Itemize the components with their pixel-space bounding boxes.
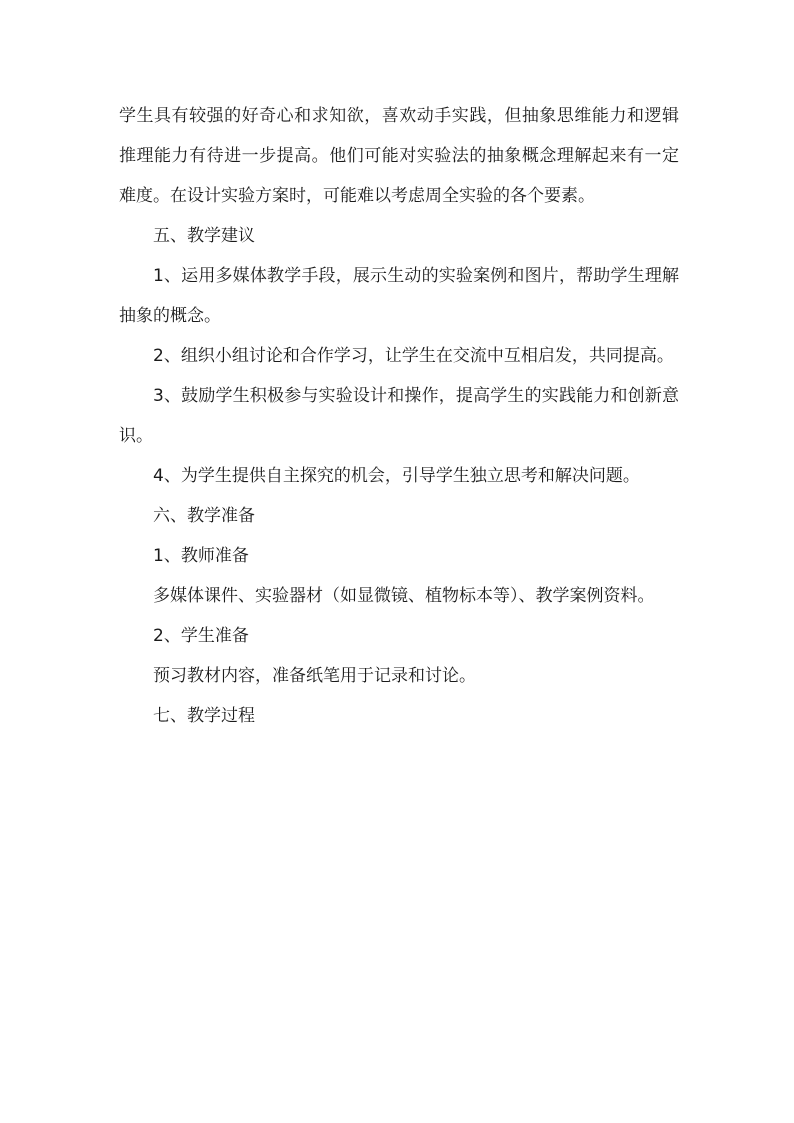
subheading-teacher-preparation: 1、教师准备 (153, 546, 249, 566)
section-heading-teaching-preparation: 六、教学准备 (153, 506, 255, 526)
section-heading-teaching-process: 七、教学过程 (153, 706, 255, 726)
subheading-student-preparation: 2、学生准备 (153, 626, 249, 646)
teacher-preparation-text: 多媒体课件、实验器材（如显微镜、植物标本等）、教学案例资料。 (153, 586, 655, 606)
suggestion-item-3: 3、鼓励学生积极参与实验设计和操作，提高学生的实践能力和创新意识。 (119, 386, 679, 446)
section-heading-teaching-suggestions: 五、教学建议 (153, 226, 255, 246)
document-body (119, 96, 679, 736)
suggestion-item-4: 4、为学生提供自主探究的机会，引导学生独立思考和解决问题。 (153, 466, 640, 486)
paragraph-student-analysis: 学生具有较强的好奇心和求知欲，喜欢动手实践，但抽象思维能力和逻辑推理能力有待进一步提高。他们可能对实验法的抽象概念理解起来有一定难度。在设计实验方案时，可能难以考虑周全实验的各个要素。 (119, 106, 679, 206)
student-preparation-text: 预习教材内容，准备纸笔用于记录和讨论。 (153, 666, 476, 686)
suggestion-item-2: 2、组织小组讨论和合作学习，让学生在交流中互相启发，共同提高。 (153, 346, 674, 366)
suggestion-item-1: 1、运用多媒体教学手段，展示生动的实验案例和图片，帮助学生理解抽象的概念。 (119, 266, 679, 326)
